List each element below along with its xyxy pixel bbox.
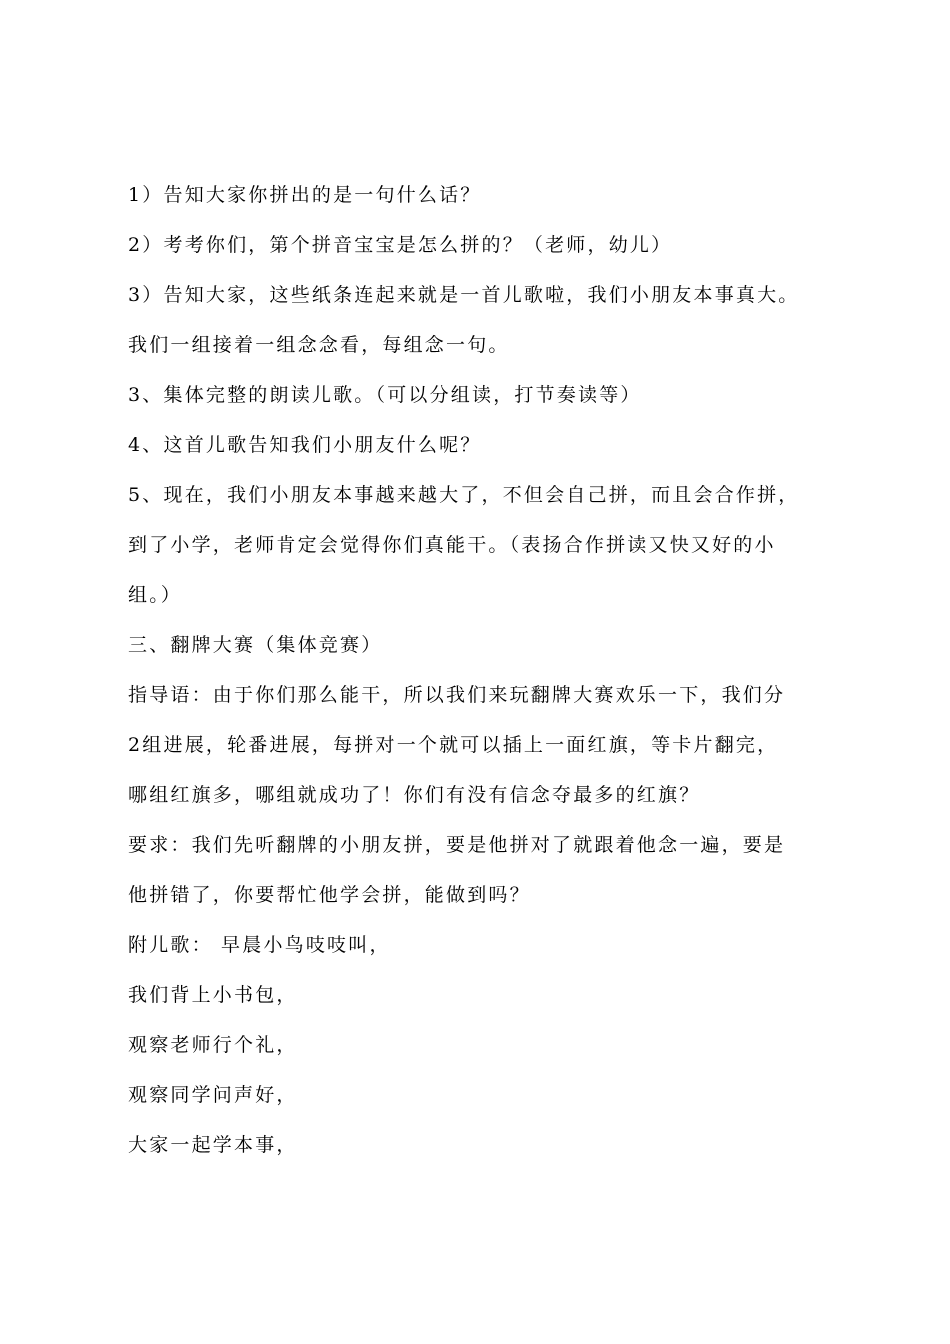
text-line: 1）告知大家你拼出的是一句什么话？	[128, 184, 482, 206]
text-line: 我们一组接着一组念念看，每组念一句。	[128, 334, 510, 356]
text-line: 组。）	[128, 584, 183, 606]
text-line: 3、集体完整的朗读儿歌。（可以分组读，打节奏读等）	[128, 384, 642, 406]
poem-line: 我们背上小书包，	[128, 984, 298, 1006]
poem-line: 大家一起学本事，	[128, 1134, 298, 1156]
text-line: 要求：我们先听翻牌的小朋友拼，要是他拼对了就跟着他念一遍，要是	[128, 834, 786, 856]
text-line: 到了小学，老师肯定会觉得你们真能干。（表扬合作拼读又快又好的小	[128, 534, 776, 556]
text-line: 哪组红旗多，哪组就成功了！你们有没有信念夺最多的红旗？	[128, 784, 701, 806]
text-line: 他拼错了，你要帮忙他学会拼，能做到吗？	[128, 884, 531, 906]
text-line: 4、这首儿歌告知我们小朋友什么呢？	[128, 434, 482, 456]
document-body	[128, 185, 840, 1185]
section-heading: 三、翻牌大赛（集体竞赛）	[128, 634, 383, 656]
text-line: 5、现在，我们小朋友本事越来越大了，不但会自己拼，而且会合作拼，	[128, 484, 800, 506]
poem-line: 观察同学问声好，	[128, 1084, 298, 1106]
text-line: 指导语：由于你们那么能干，所以我们来玩翻牌大赛欢乐一下，我们分	[128, 684, 786, 706]
poem-line: 观察老师行个礼，	[128, 1034, 298, 1056]
text-line: 3）告知大家，这些纸条连起来就是一首儿歌啦，我们小朋友本事真大。	[128, 284, 800, 306]
text-line: 2）考考你们，第个拼音宝宝是怎么拼的？（老师，幼儿）	[128, 234, 673, 256]
text-line: 2组进展，轮番进展，每拼对一个就可以插上一面红旗，等卡片翻完，	[128, 734, 779, 756]
poem-line: 附儿歌： 早晨小鸟吱吱叫，	[128, 934, 391, 956]
